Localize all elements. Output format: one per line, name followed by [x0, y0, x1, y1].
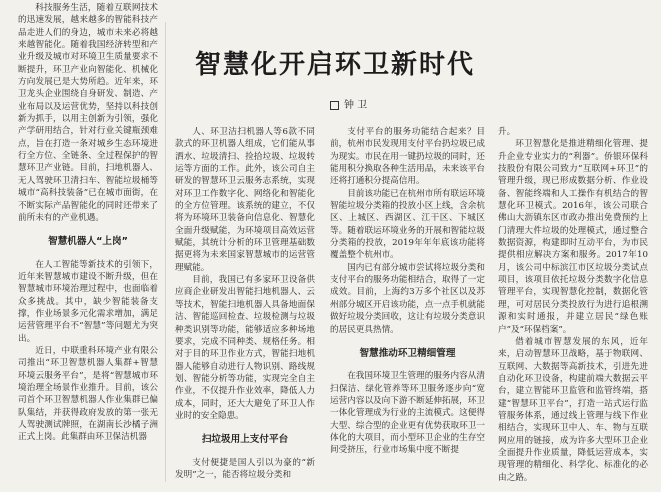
article-paragraph: 近日，中联重科环境产业有限公司推出“环卫智慧机器人集群+智慧环境云服务平台”，是将“智慧城市环境治理全场景作业推升。目前，该公司首个环卫智慧机器人作业集群已偏队集结，并获得政府发放的第一张无人驾驶测试牌照，在湖南长沙橘子洲正式上岗。此集群由环卫保洁机器	[18, 345, 158, 443]
column-2	[175, 126, 315, 492]
column-divider	[165, 22, 166, 482]
article-paragraph: 升。	[498, 127, 516, 137]
subheading-robots: 智慧机器人“上岗”	[48, 236, 128, 248]
article-paragraph: 在我国环境卫生管理的服务内容从清扫保洁、绿化管养等环卫服务逐步向“宽运营内容以及向下游不断延伸拓展，环卫一体化管理成为行业的主流模式。这便得大型、综合型的企业更有优势获取环卫一体化的大项目，而小型环卫企业的生存空间受挤压，行业市场集中度不断提	[330, 371, 485, 456]
subheading-garbage-payment: 扫垃圾用上支付平台	[201, 434, 289, 446]
article-paragraph: 国内已有部分城市尝试将垃圾分类和支付平台的服务功能相结合，取得了一定成效。目前，上海约3万多个社区以及苏州部分城区开启该功能，点一点手机就能做好垃圾分类回收，这让有垃圾分类意识的居民更具热情。	[330, 262, 485, 335]
article-byline	[330, 96, 410, 111]
column-3	[330, 126, 485, 492]
article-paragraph: 目前，我国已有多家环卫设备供应商企业研发出智能扫地机器人、云等技术，智能扫地机器人具备地面保洁、智能巡回检查、垃圾检测与垃圾种类识别等功能，能够适应多种场地要求，完成不同种类、规格任务。相对于目的环卫作业方式，智能扫地机器人能够自动进行人物识别、路线规划、智能分析等功能，实现完全自主作业，不仅提升作业效率，降低人力成本，同时，还大大避免了环卫人作业时的安全隐患。	[175, 275, 315, 421]
article-paragraph: 环卫智慧化是推进精细化管理、提升企业专业实力的“利器”。侨银环保科技股份有限公司致力“互联网+环卫”的管理升级，现已形成数据分析、作业设备、智能终端和人工操作有机结合的智慧化环卫模式。2016年，该公司联合佛山大沥镇东区市政办推出免费预约上门清理大件垃圾的处理模式，通过整合数据资源，构建即时互动平台，为市民提供相应解决方案和服务。2017年10月，该公司中标滨江市区垃圾分类试点项目，该项目依托垃圾分类数字化信息管理平台，实现智慧化控制，数据化管理，可对居民分类投放行为进行追根溯源和实时通报，并建立居民“绿色账户”及“环保档案”。	[498, 139, 648, 335]
byline-author: 钟 卫	[344, 100, 368, 111]
article-paragraph: 目前该功能已在杭州市所有联运环境智能垃圾分类箱的投放小区上线，含余杭区、上城区、西湖区、江干区、下城区等。随着联运环境业务的开展和智能垃圾分类箱的投放，2019年年年底该功能将覆盖整个杭州市。	[330, 188, 485, 261]
article-paragraph: 科技服务生活，随着互联网技术的迅速发展，越来越多的智能科技产品走进人们的身边，城市未来必将越来越智能化。随着我国经济转型和产业升级及城市对环境卫生质量要求不断提升，环卫产业向智能化、机械化方向发展已是大势所趋。近年来，环卫龙头企业围绕自身研发、制造、产业布局以及运营优势，坚持以科技创新为抓手，以用主创新为引领，强化产学研用结合，针对行业关键瓶颈难点，旨在打造一条对城乡生态环境进行全方位、全链条、全过程保护的智慧环卫产业链。目前，扫地机器人、无人驾驶环卫清扫车、智能垃圾桶等城市“高科技装备”已在城市面街，在不断实际产品智能化的同时还带来了前所未有的产业机遇。	[18, 3, 158, 223]
article-paragraph: 支付便捷是国人引以为豪的“新发明”之一，能否将垃圾分类和	[175, 457, 315, 480]
article-paragraph: 支付平台的服务功能结合起来？目前，杭州市民发现用支付平台扔垃圾已成为现实。市民在用一键扔垃圾的同时，还能用积分换取各种生活用品，未来该平台还将打通积分提高信用。	[330, 127, 485, 187]
column-1	[18, 2, 158, 492]
subheading-fine-management: 智慧推动环卫精细管理	[359, 347, 456, 359]
article-paragraph: 人、环卫洁扫机器人等6款不同款式的环卫机器人组成，它们能从事洒水、垃圾清扫、捡拾垃圾、垃圾转运等方面的工作。此外，该公司自主研发的智慧环卫云服务志系统，实现对环卫工作数字化、网络化和智能化的全方位管理。该系统的建立，不仅将为环境环卫装备向信息化、智慧化全面升级赋能，为环境项目高效运营赋能，其统计分析的环卫管理基础数据更将为未来国家智慧城市的运营管理赋能。	[175, 127, 315, 273]
article-paragraph: 在人工智能等新技术的引领下，近年来智慧城市建设不断升级，但在智慧城市环境治理过程中，也面临着众多挑战。其中，缺少智能装备支撑，作业场景多元化需求增加，满足运营管理平台不“智慧”等问题尤为突出。	[18, 259, 158, 344]
column-4	[498, 126, 648, 492]
article-headline: 智慧化开启环卫新时代	[194, 50, 475, 80]
article-paragraph: 借着城市智慧发展的东风，近年来，启动智慧环卫战略，基于物联网、互联网、大数据等高新技术，引进先进自动化环卫设备，构建前端大数据云平台，建立智能环卫监管和监管终端，搭建“智慧环卫平台”，打造一站式运行监管服务体系，通过线上管理与线下作业相结合，实现环卫中人、车、物与互联网应用的链接，成为许多大型环卫企业全面提升作业质量，降低运营成本，实现管理的精细化、科学化、标准化的必由之路。	[498, 336, 648, 483]
byline-square-icon	[330, 101, 339, 110]
